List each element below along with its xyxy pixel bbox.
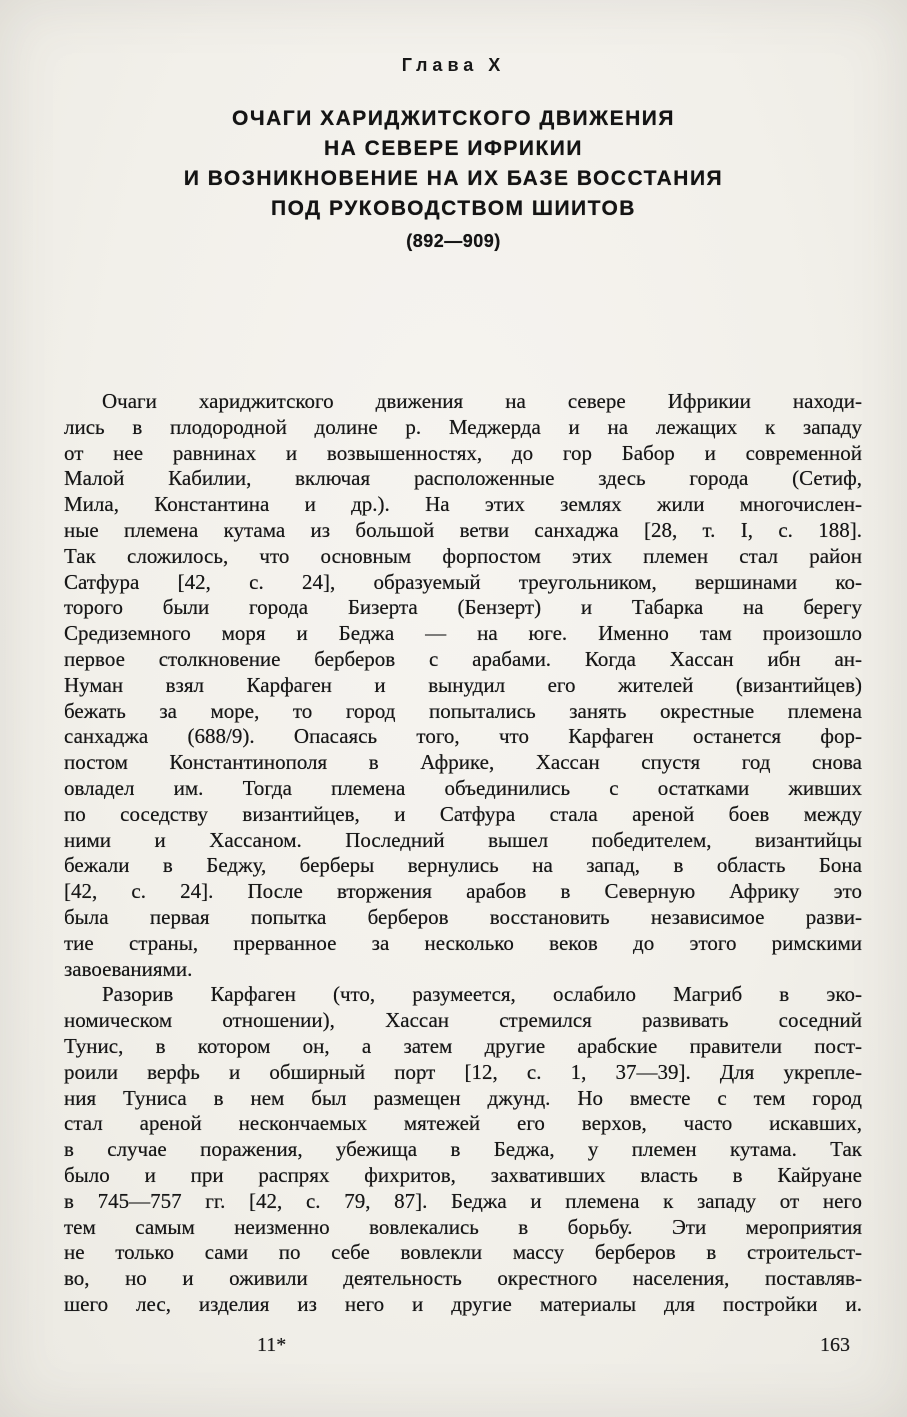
title-line: ПОД РУКОВОДСТВОМ ШИИТОВ xyxy=(271,197,636,220)
chapter-heading-block xyxy=(0,55,907,252)
text-line: от нее равнинах и возвышенностях, до гор Бабор и современной xyxy=(64,440,862,465)
text-line: по соседству византийцев, и Сатфура стала ареной боев между xyxy=(64,801,862,826)
text-line: Нуман взял Карфаген и вынудил его жителей (византийцев) xyxy=(64,672,862,697)
text-line: Так сложилось, что основным форпостом этих племен стал район xyxy=(64,543,862,568)
page-footer xyxy=(0,1334,907,1364)
text-line: торого были города Бизерта (Бензерт) и Табарка на берегу xyxy=(64,595,862,620)
text-line: в 745—757 гг. [42, с. 79, 87]. Беджа и племена к западу от него xyxy=(64,1188,862,1213)
page-number: 163 xyxy=(820,1334,850,1356)
text-line: тем самым неизменно вовлекались в борьбу. Эти мероприятия xyxy=(64,1214,862,1239)
text-line: не только сами по себе вовлекли массу берберов в строительст- xyxy=(64,1240,862,1265)
chapter-label: Глава X xyxy=(401,55,506,75)
signature-mark: 11* xyxy=(257,1334,287,1356)
text-line: шего лес, изделия из него и другие материалы для постройки и. xyxy=(64,1291,862,1316)
text-line: овладел им. Тогда племена объединились с остатками живших xyxy=(64,775,862,800)
text-line: была первая попытка берберов восстановить независимое разви- xyxy=(64,904,862,929)
title-line: ОЧАГИ ХАРИДЖИТСКОГО ДВИЖЕНИЯ xyxy=(232,107,675,130)
text-line: бежали в Беджу, берберы вернулись на запад, в область Бона xyxy=(64,853,862,878)
title-line: НА СЕВЕРЕ ИФРИКИИ xyxy=(324,137,583,160)
text-line: ними и Хассаном. Последний вышел победителем, византийцы xyxy=(64,827,862,852)
text-line: Очаги хариджитского движения на севере Ифрикии находи- xyxy=(102,389,862,413)
text-line: ные племена кутама из большой ветви санхаджа [28, т. I, с. 188]. xyxy=(64,517,862,542)
text-line: роили верфь и обширный порт [12, с. 1, 37—39]. Для укрепле- xyxy=(64,1059,862,1084)
text-line: в случае поражения, убежища в Беджа, у племен кутама. Так xyxy=(64,1137,862,1162)
body-text xyxy=(64,389,862,1318)
text-line: номическом отношении), Хассан стремился развивать соседний xyxy=(64,1008,862,1033)
text-line: [42, с. 24]. После вторжения арабов в Северную Африку это xyxy=(64,879,862,904)
chapter-title xyxy=(0,104,907,224)
text-line: стал ареной нескончаемых мятежей его верхов, часто искавших, xyxy=(64,1111,862,1136)
text-line: постом Константинополя в Африке, Хассан спустя год снова xyxy=(64,750,862,775)
text-line: ния Туниса в нем был размещен джунд. Но вместе с тем город xyxy=(64,1085,862,1110)
chapter-years: (892—909) xyxy=(406,231,501,251)
text-line: было и при распрях фихритов, захвативших власть в Кайруане xyxy=(64,1162,862,1187)
text-line: Средиземного моря и Беджа — на юге. Именно там произошло xyxy=(64,621,862,646)
text-line: Сатфура [42, с. 24], образуемый треугольником, вершинами ко- xyxy=(64,569,862,594)
text-line: бежать за море, то город попытались занять окрестные племена xyxy=(64,698,862,723)
title-line: И ВОЗНИКНОВЕНИЕ НА ИХ БАЗЕ ВОССТАНИЯ xyxy=(183,167,724,190)
text-line: Разорив Карфаген (что, разумеется, ослабило Магриб в эко- xyxy=(102,982,862,1007)
text-line: Тунис, в котором он, а затем другие арабские правители пост- xyxy=(64,1033,862,1058)
text-line: завоеваниями. xyxy=(64,956,193,981)
paragraph xyxy=(64,982,862,1317)
text-line: первое столкновение берберов с арабами. Когда Хассан ибн ан- xyxy=(64,646,862,671)
text-line: Малой Кабилии, включая расположенные здесь города (Сетиф, xyxy=(64,466,862,491)
text-line: во, но и оживили деятельность окрестного населения, поставляв- xyxy=(64,1266,862,1291)
paragraph xyxy=(64,389,862,982)
text-line: лись в плодородной долине р. Меджерда и на лежащих к западу xyxy=(64,414,862,439)
text-line: санхаджа (688/9). Опасаясь того, что Карфаген останется фор- xyxy=(64,724,862,749)
text-line: Мила, Константина и др.). На этих землях жили многочислен- xyxy=(64,492,862,517)
text-line: тие страны, прерванное за несколько веков до этого римскими xyxy=(64,930,862,955)
